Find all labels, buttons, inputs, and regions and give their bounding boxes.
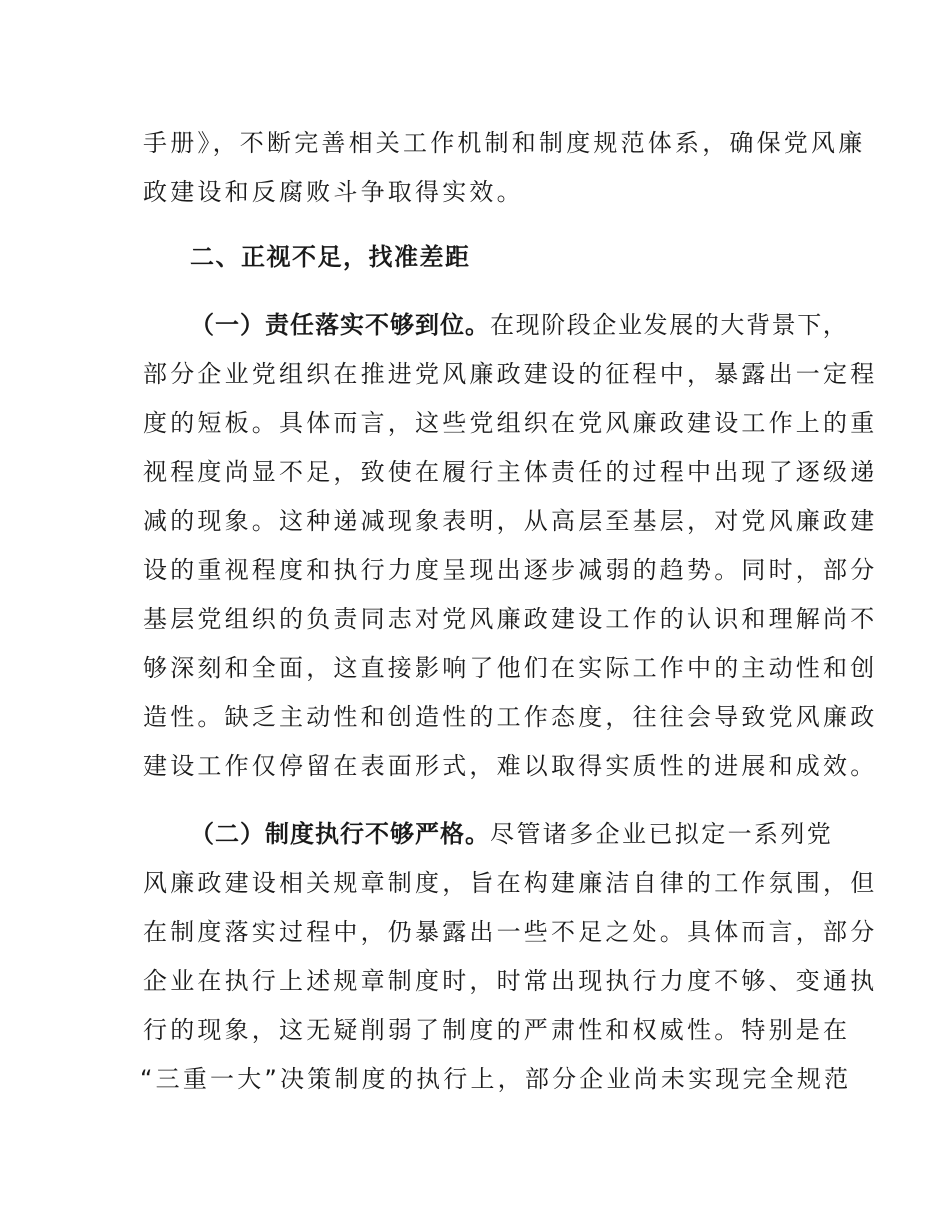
body-text-line: 够深刻和全面，这直接影响了他们在实际工作中的主动性和创 <box>143 654 878 682</box>
body-text-line: 减的现象。这种递减现象表明，从高层至基层，对党风廉政建 <box>143 507 878 535</box>
paragraph-lead-heading: （一）责任落实不够到位。 <box>190 311 490 339</box>
body-text-line: 风廉政建设相关规章制度，旨在构建廉洁自律的工作氛围，但 <box>143 869 878 897</box>
body-text-line: 行的现象，这无疑削弱了制度的严肃性和权威性。特别是在 <box>143 1016 851 1044</box>
body-text-line: 手册》，不断完善相关工作机制和制度规范体系，确保党风廉 <box>143 129 866 157</box>
body-text-line: 企业在执行上述规章制度时，时常出现执行力度不够、变通执 <box>143 967 878 995</box>
body-text-line: 部分企业党组织在推进党风廉政建设的征程中，暴露出一定程 <box>143 360 878 388</box>
section-heading: 二、正视不足，找准差距 <box>190 243 471 271</box>
body-text-span: 在现阶段企业发展的大背景下， <box>490 311 849 339</box>
body-text-line: 设的重视程度和执行力度呈现出逐步减弱的趋势。同时，部分 <box>143 556 878 584</box>
paragraph-lead-heading: （二）制度执行不够严格。 <box>190 820 490 848</box>
body-text-line: 在制度落实过程中，仍暴露出一些不足之处。具体而言，部分 <box>143 918 878 946</box>
body-text-span: 尽管诸多企业已拟定一系列党 <box>490 820 834 848</box>
body-text-line: 建设工作仅停留在表面形式，难以取得实质性的进展和成效。 <box>143 752 878 780</box>
paragraph-first-line <box>190 819 890 849</box>
body-text-line: 造性。缺乏主动性和创造性的工作态度，往往会导致党风廉政 <box>143 703 878 731</box>
paragraph-first-line <box>190 310 890 340</box>
body-text-line: “三重一大”决策制度的执行上，部分企业尚未实现完全规范 <box>140 1065 852 1093</box>
body-text-line: 视程度尚显不足，致使在履行主体责任的过程中出现了逐级递 <box>143 458 878 486</box>
body-text-line: 度的短板。具体而言，这些党组织在党风廉政建设工作上的重 <box>143 409 878 437</box>
body-text-line: 基层党组织的负责同志对党风廉政建设工作的认识和理解尚不 <box>143 605 878 633</box>
body-text-line: 政建设和反腐败斗争取得实效。 <box>143 178 524 206</box>
